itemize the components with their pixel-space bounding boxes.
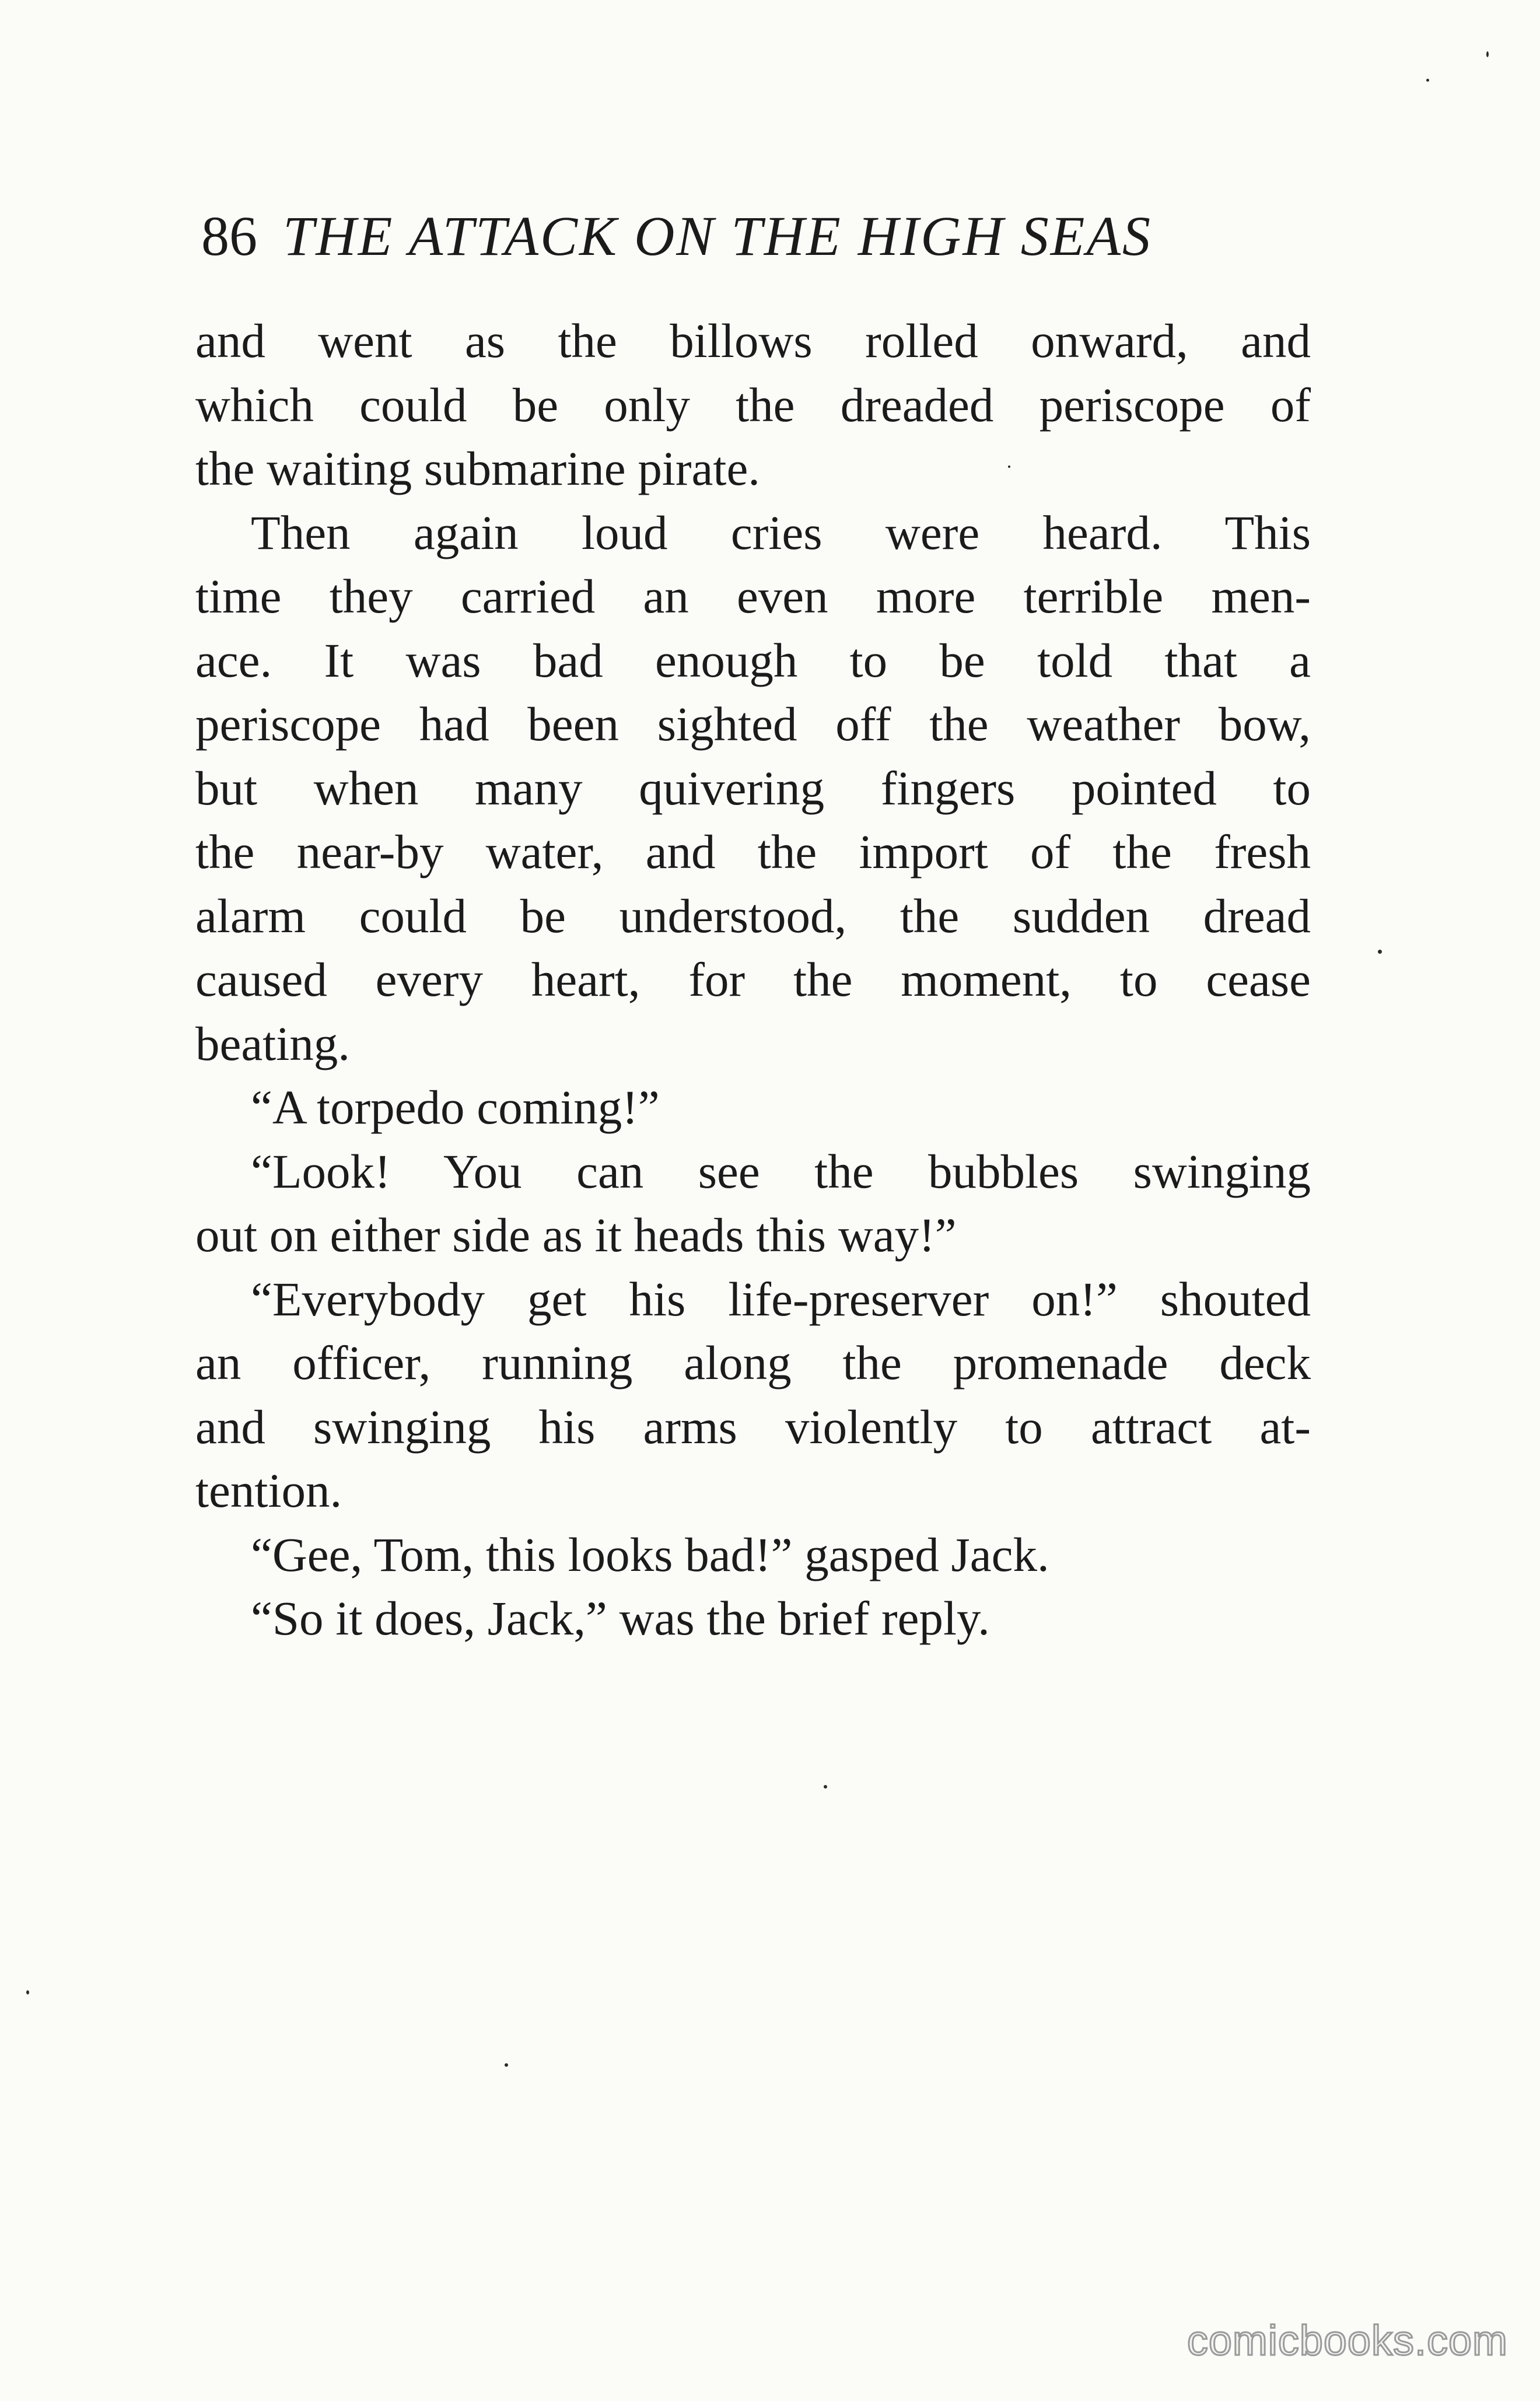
text-line: “Gee, Tom, this looks bad!” gasped Jack.	[251, 1527, 1049, 1581]
text-line: Then again loud cries were heard. This	[251, 505, 1311, 559]
text-line: “Look! You can see the bubbles swinging	[251, 1144, 1311, 1198]
paper-speck	[1486, 51, 1489, 57]
running-header	[201, 198, 1310, 274]
text-line: and went as the billows rolled onward, and	[195, 314, 1311, 368]
paper-speck	[505, 2063, 508, 2067]
text-line: time they carried an even more terrible men-	[195, 569, 1311, 623]
body-text	[195, 309, 1311, 1651]
text-line: ace. It was bad enough to be told that a	[195, 633, 1311, 687]
page-number: 86	[201, 205, 257, 267]
paper-speck	[1426, 79, 1429, 82]
paper-speck	[1378, 950, 1382, 954]
text-line: and swinging his arms violently to attract at-	[195, 1399, 1311, 1454]
text-line: out on either side as it heads this way!”	[195, 1208, 957, 1262]
text-line: caused every heart, for the moment, to cease	[195, 953, 1311, 1006]
text-line: “So it does, Jack,” was the brief reply.	[251, 1591, 990, 1645]
text-line: “Everybody get his life-preserver on!” shouted	[251, 1272, 1311, 1326]
text-line: an officer, running along the promenade deck	[195, 1336, 1311, 1390]
text-line: the waiting submarine pirate.	[195, 442, 761, 495]
text-line: but when many quivering fingers pointed to	[195, 761, 1311, 815]
text-line: alarm could be understood, the sudden dread	[195, 888, 1311, 943]
paper-speck	[26, 1990, 29, 1994]
text-line: which could be only the dreaded periscope of	[195, 377, 1311, 432]
paper-speck	[824, 1785, 827, 1788]
paper-speck	[1008, 466, 1010, 468]
text-line: periscope had been sighted off the weather bow,	[195, 697, 1311, 751]
text-line: the near-by water, and the import of the fresh	[195, 825, 1311, 878]
text-line: tention.	[195, 1464, 342, 1517]
running-title: THE ATTACK ON THE HIGH SEAS	[283, 205, 1153, 267]
watermark: comicbooks.com	[1186, 2318, 1508, 2364]
text-line: beating.	[195, 1016, 351, 1070]
text-line: “A torpedo coming!”	[251, 1080, 660, 1134]
